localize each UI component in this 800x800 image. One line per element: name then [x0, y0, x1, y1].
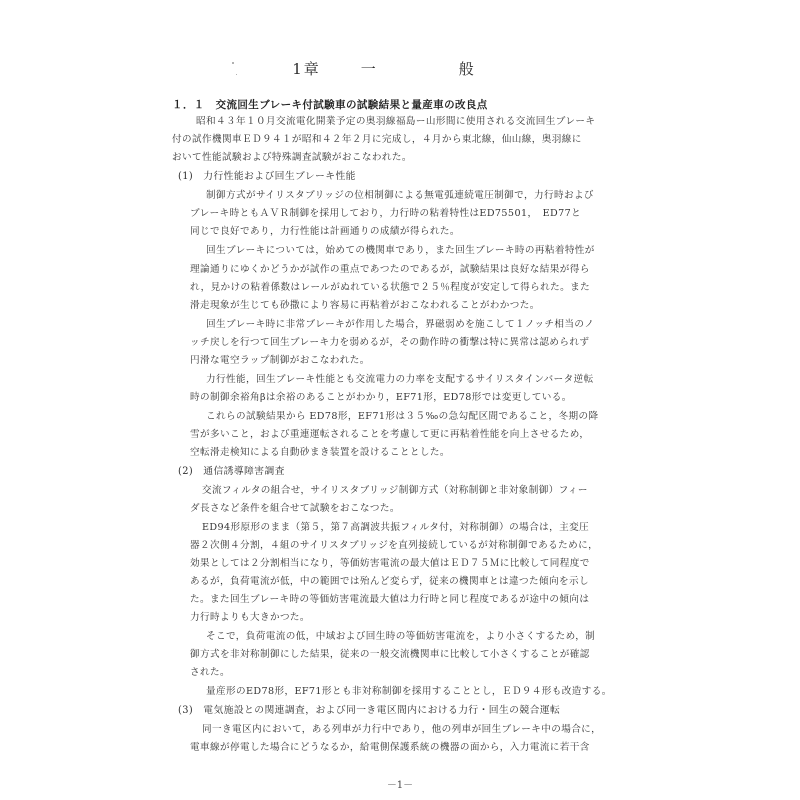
body-line: そこで，負荷電流の低，中域および回生時の等価妨害電流を，より小さくするため，制 [206, 631, 596, 642]
body-line: 電車線が停電した場合にどうなるか，給電側保護系統の機器の面から，入力電流に若干含 [190, 742, 590, 753]
body-line: 力行性能，回生ブレーキ性能とも交流電力の力率を支配するサイリスタインバータ逆転 [206, 374, 594, 385]
body-line: 制御方式がサイリスタブリッジの位相制御による無電弧連続電圧制御で，力行時および [206, 190, 594, 201]
body-line: 時の制御余裕角βは余裕のあることがわかり，EF71形，ED78形では変更している。 [190, 392, 572, 403]
chapter-heading [0, 58, 800, 79]
body-line: 量産形のED78形，EF71形とも非対称制御を採用することとし，ＥＤ９４形も改造する。 [206, 686, 612, 697]
body-line: あるが，負荷電流が低，中の範囲では殆んど変らず，従来の機関車とは違つた傾向を示し [190, 576, 589, 587]
body-line: 同一き電区内において，ある列車が力行中であり，他の列車が回生ブレーキ中の場合に， [202, 724, 602, 735]
body-line: これらの試験結果から ED78形，EF71形は３５‰の急勾配区間であること，冬期の降 [206, 411, 599, 422]
body-line: 付の試作機関車ＥＤ９４１が昭和４２年２月に完成し，４月から東北線，仙山線，奥羽線に [172, 134, 582, 145]
body-line: 滑走現象が生じても砂撒により容易に再粘着がおこなわれることがわかつた。 [190, 300, 540, 311]
subsection-title: (3) 電気施設との関連調査，および同一き電区間内における力行・回生の競合運転 [178, 705, 561, 716]
body-line: ED94形原形のまま（第５，第７高調波共振フィルタ付，対称制御）の場合は，主変圧 [202, 522, 590, 533]
body-line: 回生ブレーキについては，始めての機関車であり，また回生ブレーキ時の再粘着特性が [206, 245, 595, 256]
subsection-title: (2) 通信誘導障害調査 [178, 466, 285, 477]
scan-speck [236, 74, 237, 75]
chapter-title: 一 般 [360, 60, 508, 78]
body-line: 空転滑走検知による自動砂まき装置を設けることとした。 [190, 447, 450, 458]
section-title: １．１ 交流回生ブレーキ付試験車の試験結果と量産車の改良点 [172, 99, 488, 111]
body-line: 器２次側４分割，４組のサイリスタブリッジを直列接続しているが対称制御であるために， [190, 540, 599, 551]
chapter-number: 1章 [292, 60, 321, 78]
page-number: －1－ [386, 780, 414, 791]
body-line: 御方式を非対称制御にした結果，従来の一般交流機関車に比較して小さくすることが確認 [190, 649, 590, 660]
body-line: 雪が多いこと，および重連運転されることを考慮して更に再粘着性能を向上させるため， [190, 429, 590, 440]
body-line: ブレーキ時ともＡＶＲ制御を採用しており，力行時の粘着特性はED75501， ED77と [190, 208, 582, 219]
body-line: 昭和４３年１０月交流電化開業予定の奥羽線福島ー山形間に使用される交流回生ブレーキ [196, 116, 596, 127]
body-line: ダ長さなど条件を組合せて試験をおこなつた。 [190, 503, 400, 514]
body-line: 回生ブレーキ時に非常ブレーキが作用した場合，界磁弱めを施こして１ノッチ相当のノ [206, 319, 595, 330]
body-line: 円滑な電空ラップ制御がおこなわれた。 [190, 355, 370, 366]
body-line: おいて性能試験および特殊調査試験がおこなわれた。 [172, 152, 412, 163]
body-line: れ，見かけの粘着係数はレールがぬれている状態で２５％程度が安定して得られた。また [190, 282, 591, 293]
scan-speck [232, 62, 234, 64]
body-line: 同じで良好であり，力行性能は計画通りの成績が得られた。 [190, 226, 460, 237]
subsection-title: (1) 力行性能および回生ブレーキ性能 [178, 171, 356, 182]
body-line: ッチ戻しを行つて回生ブレーキ力を弱めるが，その動作時の衝撃は特に異常は認められず [190, 337, 590, 348]
body-line: た。また回生ブレーキ時の等価妨害電流最大値は力行時と同じ程度であるが途中の傾向は [190, 594, 590, 605]
body-line: された。 [190, 667, 230, 678]
body-line: 交流フィルタの組合せ，サイリスタブリッジ制御方式（対称制御と非対象制御）フィー [202, 485, 588, 496]
body-line: 理論通りにゆくかどうかが試作の重点であつたのであるが，試験結果は良好な結果が得ら [190, 264, 590, 275]
body-line: 力行時よりも大きかつた。 [190, 612, 310, 623]
body-line: 効果としては２分割相当になり，等価妨害電流の最大値はＥＤ７５Ｍに比較して同程度で [190, 558, 590, 569]
